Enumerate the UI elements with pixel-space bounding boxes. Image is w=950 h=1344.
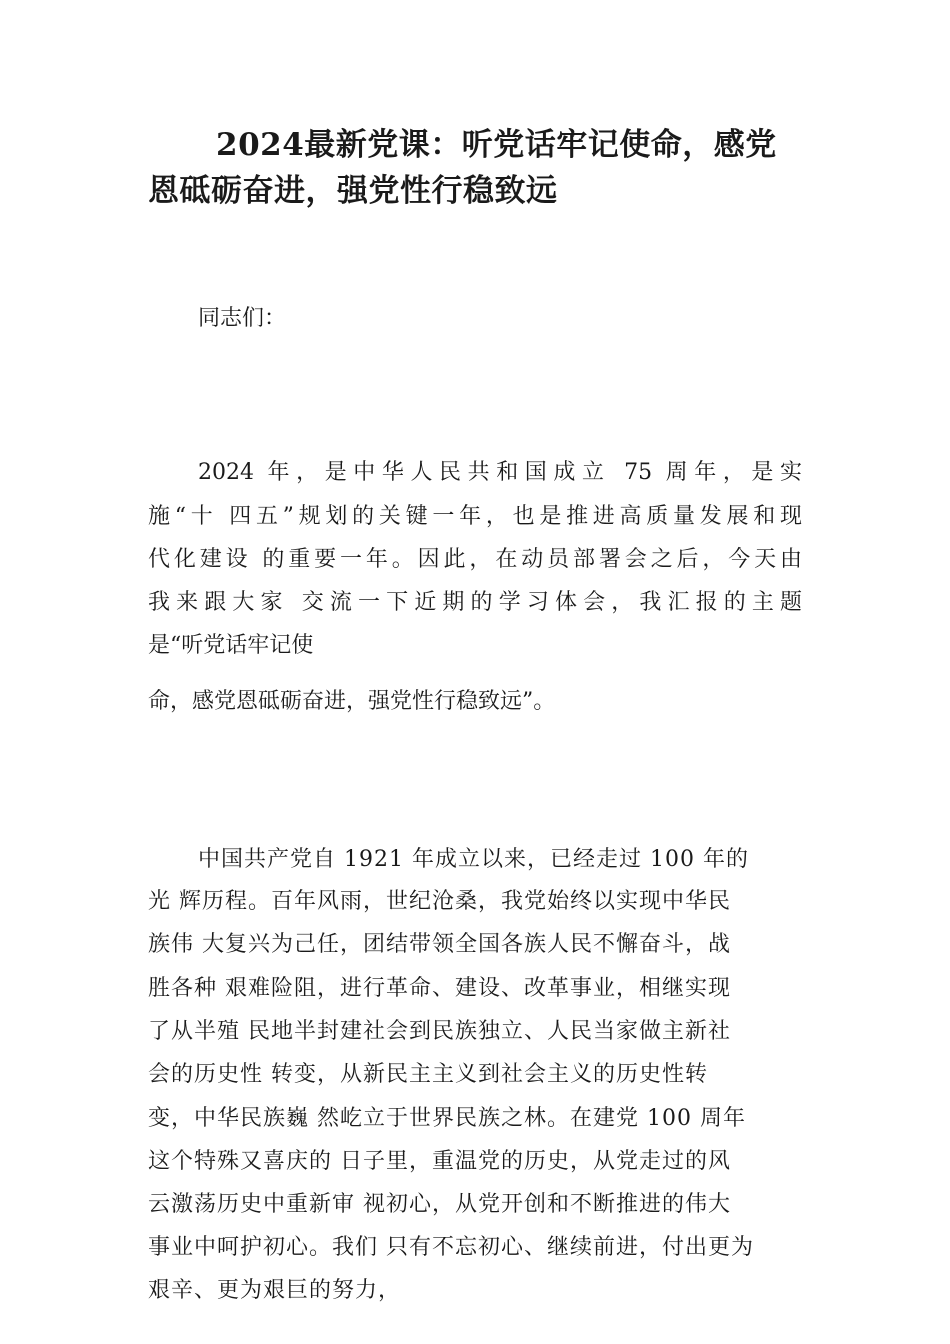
paragraph2-line-3: 族伟 大复兴为己任，团结带领全国各族人民不懈奋斗，战 — [148, 932, 731, 957]
paragraph2-line-8: 这个特殊又喜庆的 日子里，重温党的历史，从党走过的风 — [148, 1149, 731, 1174]
document-title — [148, 122, 808, 214]
paragraph2-line-4: 胜各种 艰难险阻，进行革命、建设、改革事业，相继实现 — [148, 976, 731, 1001]
paragraph2-line-10: 事业中呵护初心。我们 只有不忘初心、继续前进，付出更为 — [148, 1235, 754, 1260]
paragraph2-line-5: 了从半殖 民地半封建社会到民族独立、人民当家做主新社 — [148, 1019, 731, 1044]
paragraph2-line-6: 会的历史性 转变，从新民主主义到社会主义的历史性转 — [148, 1062, 708, 1087]
paragraph1-line-2: 施“十 四五”规划的关键一年，也是推进高质量发展和现 — [148, 504, 802, 529]
paragraph1-line-1: 2024 年，是中华人民共和国成立 75 周年，是实 — [198, 460, 802, 485]
paragraph2-line-11: 艰辛、更为艰巨的努力， — [148, 1278, 402, 1303]
paragraph2-line-2: 光 辉历程。百年风雨，世纪沧桑，我党始终以实现中华民 — [148, 889, 731, 914]
paragraph2-line-7: 变，中华民族巍 然屹立于世界民族之林。在建党 100 周年 — [148, 1106, 746, 1131]
paragraph1-line-6: 命，感党恩砥砺奋进，强党性行稳致远”。 — [148, 689, 556, 714]
paragraph2-line-9: 云激荡历史中重新审 视初心，从党开创和不断推进的伟大 — [148, 1192, 731, 1217]
paragraph1-line-4: 我来跟大家 交流一下近期的学习体会，我汇报的主题 — [148, 590, 802, 615]
title-line-2: 恩砥砺奋进，强党性行稳致远 — [148, 173, 558, 209]
paragraph1-line-3: 代化建设 的重要一年。因此，在动员部署会之后，今天由 — [148, 547, 802, 572]
paragraph1-line-5: 是“听党话牢记使 — [148, 633, 314, 658]
title-line-1: 2024最新党课：听党话牢记使命，感党 — [216, 127, 777, 163]
paragraph2-line-1: 中国共产党自 1921 年成立以来，已经走过 100 年的 — [198, 847, 749, 872]
salutation: 同志们： — [198, 306, 287, 331]
